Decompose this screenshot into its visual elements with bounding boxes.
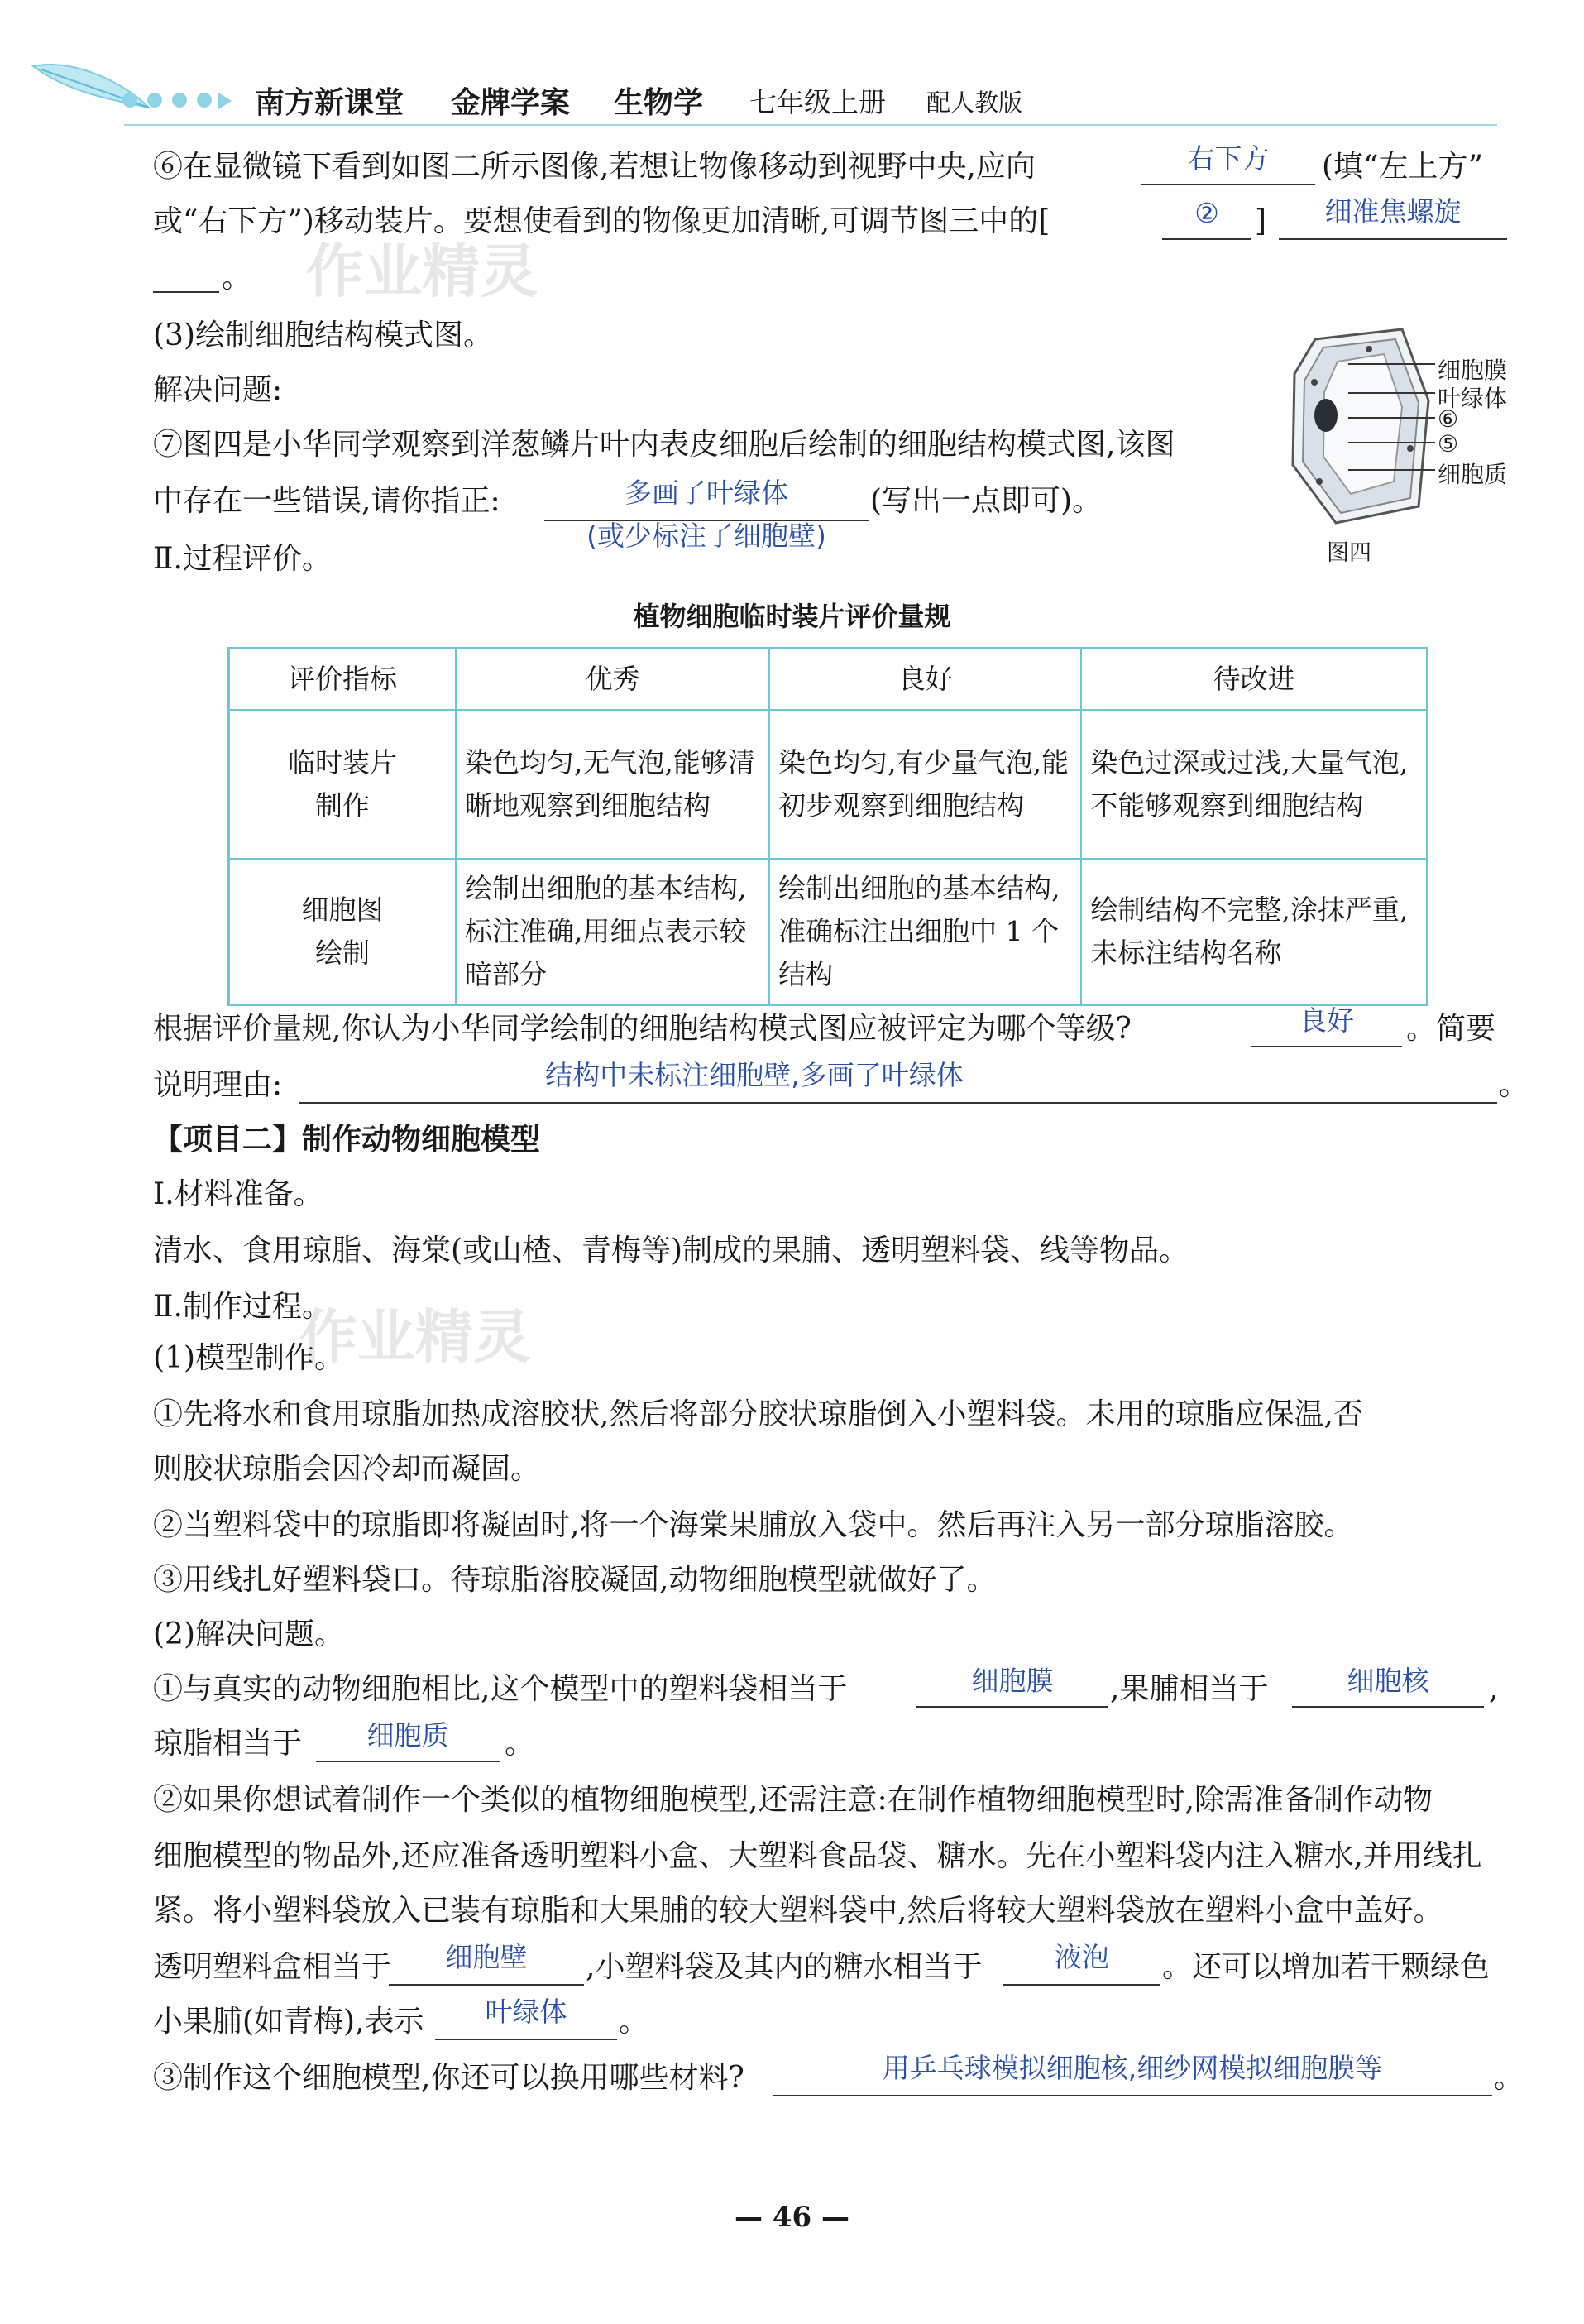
section-3-title: (3)绘制细胞结构模式图。	[153, 319, 493, 352]
handwritten-answer: 液泡	[1055, 1941, 1109, 1973]
header-edition: 配人教版	[926, 89, 1023, 117]
solve-title: (2)解决问题。	[153, 1617, 344, 1651]
figure-label: 细胞膜	[1438, 357, 1508, 384]
step2: ②当塑料袋中的琼脂即将凝固时,将一个海棠果脯放入袋中。然后再注入另一部分琼脂溶胶。	[153, 1508, 1354, 1542]
table-row	[229, 859, 1428, 1004]
q2-line5: 。	[619, 2005, 649, 2039]
handwritten-answer: 良好	[1299, 1004, 1354, 1037]
answer-blank	[299, 1102, 1497, 1104]
judge-line1: 根据评价量规,你认为小华同学绘制的细胞结构模式图应被评定为哪个等级?	[153, 1012, 1132, 1046]
answer-blank	[1003, 1984, 1160, 1986]
header-dot-icon	[172, 93, 187, 108]
materials-text: 清水、食用琼脂、海棠(或山楂、青梅等)制成的果脯、透明塑料袋、线等物品。	[153, 1234, 1189, 1267]
figure-label: ⑤	[1438, 430, 1459, 458]
materials-title: Ⅰ.材料准备。	[153, 1177, 323, 1211]
handwritten-answer: 细胞壁	[445, 1941, 528, 1973]
answer-blank	[389, 1984, 584, 1986]
header-arrow-icon	[217, 91, 233, 111]
handwritten-answer: ②	[1194, 197, 1219, 229]
answer-blank	[435, 2039, 617, 2040]
answer-blank	[916, 1706, 1108, 1708]
row-label-line: 绘制	[314, 936, 370, 969]
handwritten-answer: 细胞核	[1347, 1665, 1429, 1697]
header-grade: 七年级上册	[749, 86, 886, 118]
q3-text: 。	[1494, 2061, 1524, 2095]
answer-blank	[1141, 184, 1315, 185]
eval-title: Ⅱ.过程评价。	[153, 542, 332, 576]
q2-line1: ②如果你想试着制作一个类似的植物细胞模型,还需注意:在制作植物细胞模型时,除需准备制作动物	[153, 1783, 1433, 1817]
q6-line1b: (填“左上方”	[1322, 150, 1483, 184]
table-header-cell: 优秀	[456, 649, 769, 711]
q2-line4: ,小塑料袋及其内的糖水相当于	[586, 1950, 983, 1984]
answer-blank	[1279, 238, 1507, 240]
row-label-line: 临时装片	[287, 746, 397, 779]
handwritten-answer: 细胞膜	[971, 1665, 1054, 1697]
step3: ③用线扎好塑料袋口。待琼脂溶胶凝固,动物细胞模型就做好了。	[153, 1563, 997, 1597]
q1-text: ①与真实的动物细胞相比,这个模型中的塑料袋相当于	[153, 1672, 848, 1706]
q2-line4: 透明塑料盒相当于	[153, 1950, 392, 1984]
handwritten-answer: (或少标注了细胞壁)	[586, 520, 826, 552]
judge-line2b: 。	[1499, 1068, 1529, 1102]
q6-line2a: 或“右下方”)移动装片。要想使看到的物像更加清晰,可调节图三中的[	[153, 204, 1050, 238]
q2-line2: 细胞模型的物品外,还应准备透明塑料小盒、大塑料食品袋、糖水。先在小塑料袋内注入糖水,并用线扎	[153, 1839, 1482, 1873]
figure-label: 细胞质	[1438, 461, 1508, 488]
header-series: 南方新课堂	[255, 86, 404, 120]
table-cell: 绘制出细胞的基本结构,准确标注出细胞中 1 个结构	[769, 859, 1081, 1004]
table-cell: 染色过深或过浅,大量气泡,不能够观察到细胞结构	[1081, 710, 1427, 859]
figure-label: ⑥	[1438, 405, 1459, 433]
q6-line3: 。	[222, 261, 252, 295]
q1-text: ,	[1489, 1672, 1499, 1706]
table-cell: 绘制结构不完整,涂抹严重,未标注结构名称	[1081, 859, 1427, 1004]
figure-caption: 图四	[1327, 540, 1371, 566]
watermark: 作业精灵	[306, 237, 538, 305]
handwritten-answer: 细准焦螺旋	[1324, 195, 1462, 228]
handwritten-answer: 右下方	[1187, 142, 1270, 175]
handwritten-answer: 结构中未标注细胞壁,多画了叶绿体	[545, 1059, 964, 1091]
header-rule	[124, 124, 1497, 126]
q7-line2: 中存在一些错误,请你指正:	[153, 484, 500, 518]
answer-blank	[153, 291, 219, 293]
answer-blank	[1292, 1706, 1484, 1708]
q7-line3: (写出一点即可)。	[870, 484, 1103, 518]
q1-text: 。	[505, 1727, 535, 1761]
answer-blank	[1251, 1046, 1402, 1047]
q2-line3: 紧。将小塑料袋放入已装有琼脂和大果脯的较大塑料袋中,然后将较大塑料袋放在塑料小盒中盖好。	[153, 1894, 1443, 1928]
header-book: 金牌学案	[451, 86, 571, 120]
model-making-title: (1)模型制作。	[153, 1341, 344, 1375]
q1-text: 琼脂相当于	[153, 1727, 303, 1761]
table-cell: 绘制出细胞的基本结构,标注准确,用细点表示较暗部分	[456, 859, 769, 1004]
answer-blank	[773, 2095, 1492, 2096]
handwritten-answer: 用乒乓球模拟细胞核,细纱网模拟细胞膜等	[882, 2052, 1383, 2084]
page-number: — 46 —	[735, 2201, 849, 2234]
judge-line1b: 。简要	[1406, 1012, 1496, 1046]
table-header-cell: 评价指标	[229, 649, 456, 711]
q6-line2b: ]	[1255, 204, 1267, 238]
table-header-cell: 良好	[769, 649, 1081, 711]
project2-title: 【项目二】制作动物细胞模型	[153, 1123, 541, 1157]
row-label-line: 制作	[314, 789, 370, 822]
table-header-cell: 待改进	[1081, 649, 1427, 711]
table-title: 植物细胞临时装片评价量规	[633, 601, 951, 632]
table-cell: 染色均匀,有少量气泡,能初步观察到细胞结构	[769, 710, 1081, 859]
q6-line1a: ⑥在显微镜下看到如图二所示图像,若想让物像移动到视野中央,应向	[153, 150, 1036, 184]
handwritten-answer: 多画了叶绿体	[625, 477, 788, 509]
step1-line1: ①先将水和食用琼脂加热成溶胶状,然后将部分胶状琼脂倒入小塑料袋。未用的琼脂应保温,否	[153, 1397, 1363, 1431]
header-dot-icon	[147, 93, 162, 108]
figure-leader-lines	[1348, 347, 1439, 480]
process-title: Ⅱ.制作过程。	[153, 1290, 332, 1324]
table-row	[229, 710, 1428, 859]
table-row-label	[229, 710, 456, 859]
evaluation-table	[227, 647, 1428, 1006]
header-subject: 生物学	[614, 86, 704, 120]
q7-line1: ⑦图四是小华同学观察到洋葱鳞片叶内表皮细胞后绘制的细胞结构模式图,该图	[153, 428, 1175, 462]
judge-line2: 说明理由:	[153, 1068, 283, 1102]
header-dot-icon	[197, 93, 212, 108]
table-header-row	[229, 649, 1428, 711]
handwritten-answer: 细胞质	[366, 1719, 449, 1751]
q2-line5: 小果脯(如青梅),表示	[153, 2005, 424, 2039]
answer-blank	[1162, 238, 1251, 240]
solve-label: 解决问题:	[153, 373, 283, 407]
table-cell: 染色均匀,无气泡,能够清晰地观察到细胞结构	[456, 710, 769, 859]
q1-text: ,果脯相当于	[1110, 1672, 1269, 1706]
step1-line2: 则胶状琼脂会因冷却而凝固。	[153, 1452, 541, 1486]
handwritten-answer: 叶绿体	[485, 1996, 567, 2028]
q3-text: ③制作这个细胞模型,你还可以换用哪些材料?	[153, 2061, 744, 2095]
header-dot-icon	[122, 93, 137, 108]
answer-blank	[316, 1761, 500, 1762]
row-label-line: 细胞图	[301, 893, 384, 926]
watermark: 作业精灵	[299, 1303, 531, 1371]
figure-label: 叶绿体	[1438, 385, 1508, 412]
q2-line4: 。还可以增加若干颗绿色	[1162, 1950, 1491, 1984]
table-row-label	[229, 859, 456, 1004]
